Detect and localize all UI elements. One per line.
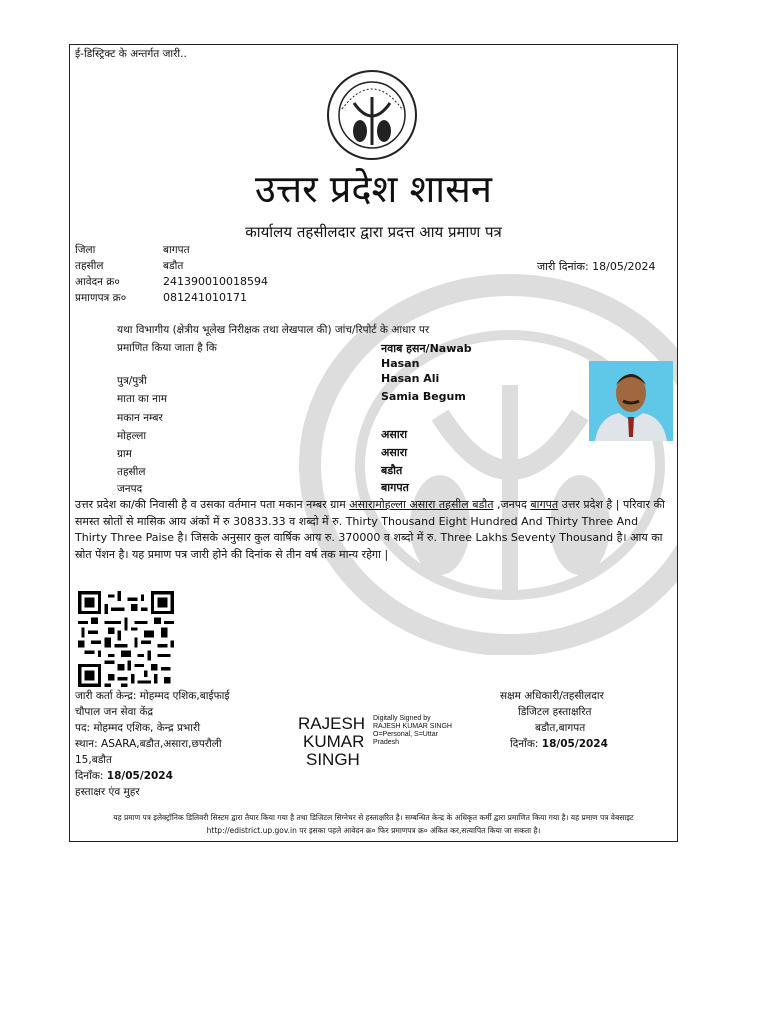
para-part-3: उत्तर प्रदेश है | परिवार की समस्त स्रोतों से मासिक आय अंकों में रु 30833.33 व शब्दो में रु. Thirty Thousand Eight Hundred And Thirty Three And Thirty Three Paise है। जिसके अनुसार कुल वार्षिक आय रु. 370000 व शब्दो में रु. Three Lakhs Seventy Thousand है। आय का स्रोत पेंशन है। यह प्रमाण पत्र जारी होने की दिनांक से तीन वर्ष तक मान्य रहेगा | xyxy=(75,498,665,561)
meta-tehsil-label: तहसील xyxy=(75,260,104,272)
up-emblem-logo xyxy=(324,69,420,161)
detail-label-parent: पुत्र/पुत्री xyxy=(117,375,147,387)
issuer-center: जारी कर्ता केन्द्र: मोहम्मद एशिक,बाईफाई xyxy=(75,690,230,702)
meta-tehsil-value: बडौत xyxy=(163,260,184,272)
detail-label-tehsil: तहसील xyxy=(117,466,146,478)
para-part-2: ,जनपद xyxy=(493,498,531,511)
signature-name-line2: KUMAR xyxy=(303,732,365,751)
footer-note: यह प्रमाण पत्र इलेक्ट्रॉनिक डिलिवरी सिस्टम द्वारा तैयार किया गया है तथा डिजिटल सिग्नेचर से हस्ताक्षरित है। सम्बन्धित केन्द्र के अधिकृत कर्मी द्वारा प्रमाणित किया गया है। यह प्रमाण पत्र वेबसाइट http://edistrict.up.gov.in पर इसका पहले आवेदन क्र० फिर प्रमाणपत्र क्र० अंकित कर,सत्यापित किया जा सकता है। xyxy=(113,813,634,835)
meta-application-value: 241390010018594 xyxy=(163,275,268,288)
issuer-post: पद: मोहम्मद एशिक, केन्द्र प्रभारी xyxy=(75,722,201,734)
office-title: कार्यालय तहसीलदार द्वारा प्रदत्त आय प्रमाण पत्र xyxy=(245,223,502,241)
issuer-date-label: दिनाँक: xyxy=(75,770,104,782)
meta-application-label: आवेदन क्र० xyxy=(75,276,120,288)
meta-certificate-value: 081241010171 xyxy=(163,291,247,304)
detail-label-certified: प्रमाणित किया जाता है कि xyxy=(117,342,217,354)
authority-digital: डिजिटल हस्ताक्षरित xyxy=(518,706,592,718)
authority-place: बडौत,बागपत xyxy=(535,722,586,734)
authority-title: सक्षम अधिकारी/तहसीलदार xyxy=(500,690,604,702)
applicant-photo xyxy=(589,361,673,441)
issuer-place: स्थान: ASARA,बडौत,असारा,छपरौली xyxy=(75,738,222,750)
detail-value-district: बागपत xyxy=(381,481,409,494)
detail-label-district: जनपद xyxy=(117,483,143,495)
detail-value-village: असारा xyxy=(381,446,408,459)
digital-signature xyxy=(295,714,452,769)
detail-value-mother: Samia Begum xyxy=(381,390,466,403)
intro-line: यथा विभागीय (क्षेत्रीय भूलेख निरीक्षक तथा लेखपाल की) जांच/रिपोर्ट के आधार पर xyxy=(117,324,430,336)
detail-value-mohalla: असारा xyxy=(381,428,408,441)
para-address: असारामोहल्ला असारा तहसील बडौत xyxy=(349,498,494,511)
detail-value-tehsil: बडौत xyxy=(381,464,403,477)
issuer-place-2: 15,बडौत xyxy=(75,754,113,766)
meta-district-label: जिला xyxy=(75,244,96,256)
issuer-center-2: चौपाल जन सेवा केंद्र xyxy=(75,706,154,718)
meta-district-value: बागपत xyxy=(163,244,190,256)
signature-name-line3: SINGH xyxy=(306,750,360,769)
signature-small-3: O=Personal, S=Uttar xyxy=(373,731,438,738)
signature-small-1: Digitally Signed by xyxy=(373,715,431,722)
signature-small-4: Pradesh xyxy=(373,739,400,746)
detail-value-name: नवाब हसन/Nawab xyxy=(381,342,472,355)
signature-details xyxy=(373,715,452,747)
issuer-date xyxy=(75,769,173,783)
authority-date-label: दिनाँक: xyxy=(510,738,539,750)
detail-value-name-cont: Hasan xyxy=(381,357,420,370)
detail-label-mother: माता का नाम xyxy=(117,393,167,405)
issue-date: जारी दिनांक: 18/05/2024 xyxy=(537,260,656,273)
detail-label-mohalla: मोहल्ला xyxy=(117,430,147,442)
meta-certificate-label: प्रमाणपत्र क्र० xyxy=(75,292,127,304)
detail-label-house: मकान नम्बर xyxy=(117,412,163,424)
authority-date-value: 18/05/2024 xyxy=(541,738,608,750)
certificate-paragraph xyxy=(75,497,673,563)
qr-code xyxy=(77,591,175,687)
detail-value-parent: Hasan Ali xyxy=(381,372,440,385)
signature-name-line1: RAJESH xyxy=(298,714,366,733)
para-district: बागपत xyxy=(530,498,559,511)
certificate-sheet xyxy=(69,44,678,842)
detail-label-village: ग्राम xyxy=(117,448,132,460)
issuer-date-value: 18/05/2024 xyxy=(106,770,173,782)
issuer-sign-seal: हस्ताक्षर एंव मुहर xyxy=(75,786,140,798)
authority-date xyxy=(510,737,608,751)
signature-small-2: RAJESH KUMAR SINGH xyxy=(373,723,452,730)
header-note: ई-डिस्ट्रिक्ट के अन्तर्गत जारी.. xyxy=(75,48,187,60)
para-part-1: उत्तर प्रदेश का/की निवासी है व उसका वर्तमान पता मकान नम्बर ग्राम xyxy=(75,498,350,511)
govt-title: उत्तर प्रदेश शासन xyxy=(255,167,492,211)
